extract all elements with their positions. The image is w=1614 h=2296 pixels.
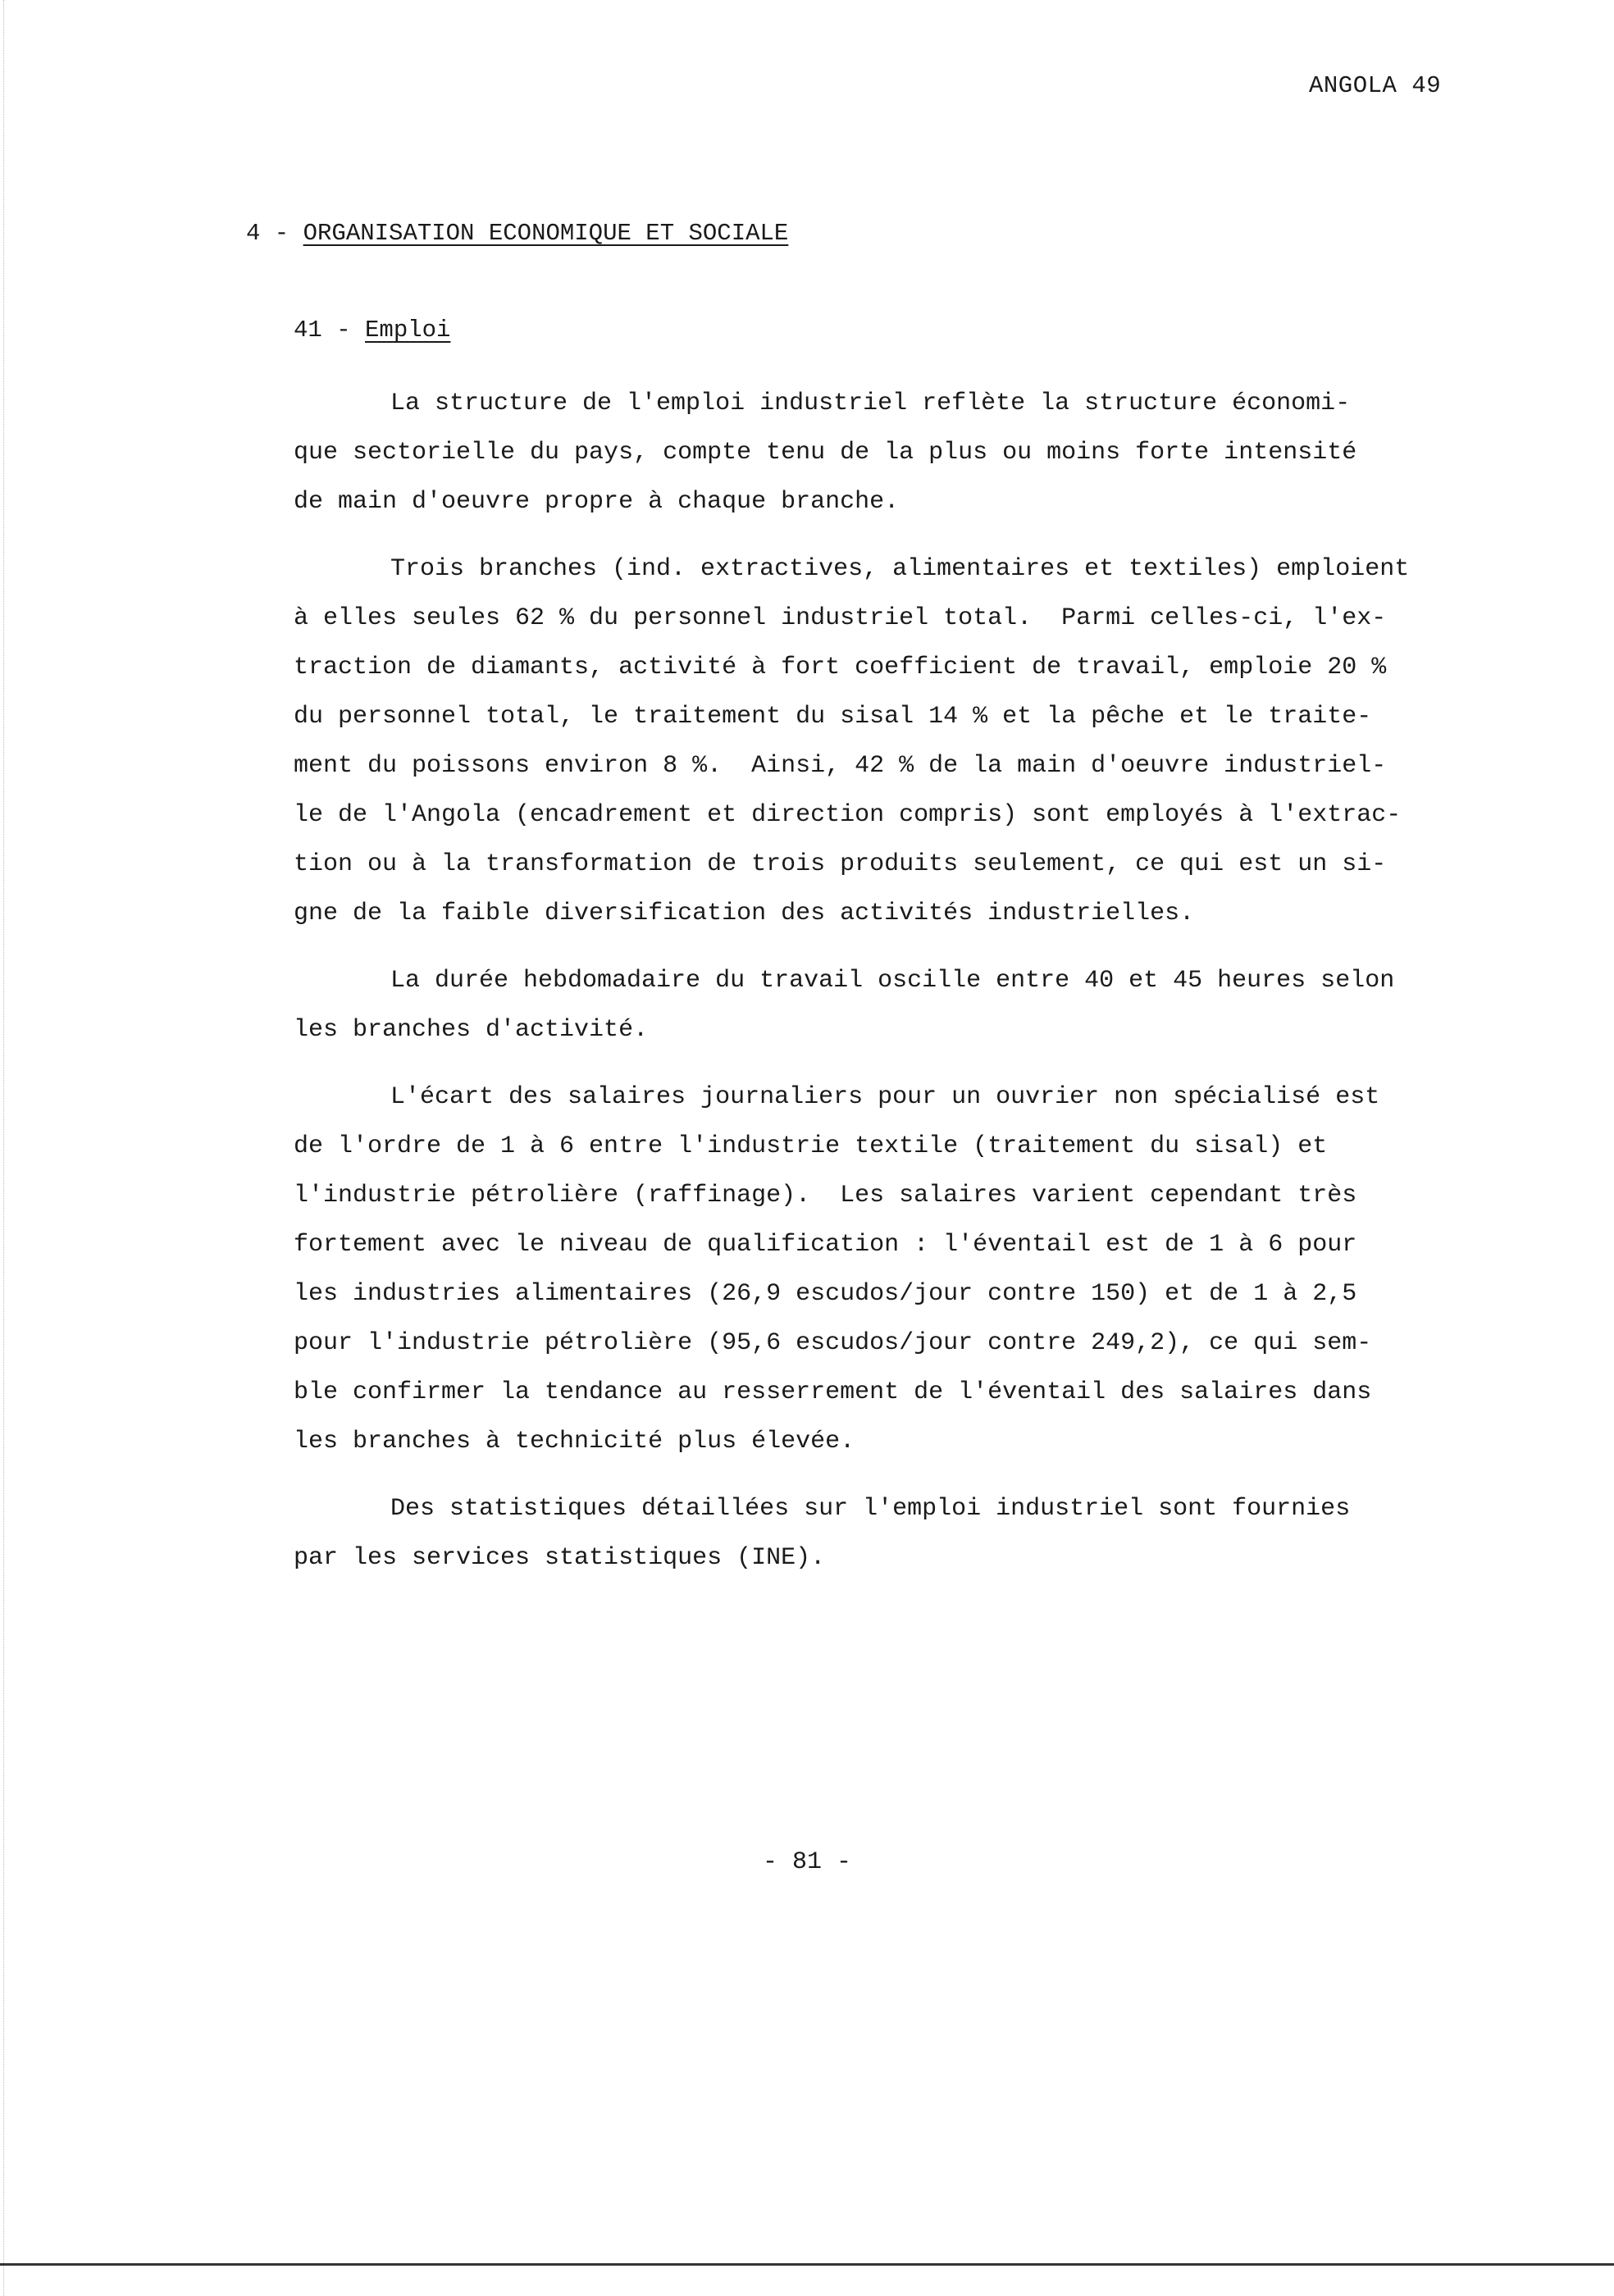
paragraph	[294, 956, 1507, 1055]
text-line: ble confirmer la tendance au resserrement de l'éventail des salaires dans	[294, 1378, 1372, 1406]
subsection-heading	[294, 317, 450, 344]
text-line: ment du poissons environ 8 %. Ainsi, 42 % de la main d'oeuvre industriel-	[294, 752, 1387, 780]
text-line: de l'ordre de 1 à 6 entre l'industrie textile (traitement du sisal) et	[294, 1132, 1328, 1160]
text-line: Trois branches (ind. extractives, alimentaires et textiles) emploient	[390, 555, 1410, 583]
text-line: les branches d'activité.	[294, 1016, 649, 1044]
scan-edge	[3, 0, 4, 2296]
text-line: traction de diamants, activité à fort coefficient de travail, emploie 20 %	[294, 654, 1387, 681]
text-line: pour l'industrie pétrolière (95,6 escudos/jour contre 249,2), ce qui sem-	[294, 1329, 1372, 1357]
text-line: les industries alimentaires (26,9 escudos/jour contre 150) et de 1 à 2,5	[294, 1280, 1357, 1308]
paragraph	[294, 544, 1507, 938]
subsection-number: 41 -	[294, 317, 366, 344]
text-line: La durée hebdomadaire du travail oscille entre 40 et 45 heures selon	[390, 967, 1395, 995]
paragraph	[294, 379, 1507, 526]
bottom-rule	[0, 2263, 1614, 2266]
text-line: gne de la faible diversification des activités industrielles.	[294, 900, 1195, 927]
text-line: que sectorielle du pays, compte tenu de la plus ou moins forte intensité	[294, 439, 1357, 467]
text-line: du personnel total, le traitement du sisal 14 % et la pêche et le traite-	[294, 703, 1372, 731]
text-line: les branches à technicité plus élevée.	[294, 1428, 855, 1456]
text-line: à elles seules 62 % du personnel industriel total. Parmi celles-ci, l'ex-	[294, 604, 1387, 632]
subsection-title: Emploi	[365, 317, 451, 344]
text-line: fortement avec le niveau de qualification : l'éventail est de 1 à 6 pour	[294, 1231, 1357, 1259]
body-text	[294, 379, 1507, 1601]
text-line: par les services statistiques (INE).	[294, 1544, 826, 1572]
paragraph	[294, 1073, 1507, 1466]
text-line: le de l'Angola (encadrement et direction compris) sont employés à l'extrac-	[294, 801, 1402, 829]
text-line: l'industrie pétrolière (raffinage). Les salaires varient cependant très	[294, 1182, 1357, 1210]
section-number: 4 -	[246, 220, 303, 247]
section-heading	[246, 220, 788, 247]
text-line: Des statistiques détaillées sur l'emploi industriel sont fournies	[390, 1495, 1351, 1523]
paragraph	[294, 1484, 1507, 1583]
running-header: ANGOLA 49	[1309, 72, 1442, 99]
page-number: - 81 -	[762, 1848, 852, 1876]
text-line: de main d'oeuvre propre à chaque branche.	[294, 488, 900, 516]
text-line: L'écart des salaires journaliers pour un ouvrier non spécialisé est	[390, 1083, 1380, 1111]
section-title: ORGANISATION ECONOMIQUE ET SOCIALE	[303, 220, 789, 247]
text-line: La structure de l'emploi industriel reflète la structure économi-	[390, 390, 1351, 417]
text-line: tion ou à la transformation de trois produits seulement, ce qui est un si-	[294, 850, 1387, 878]
